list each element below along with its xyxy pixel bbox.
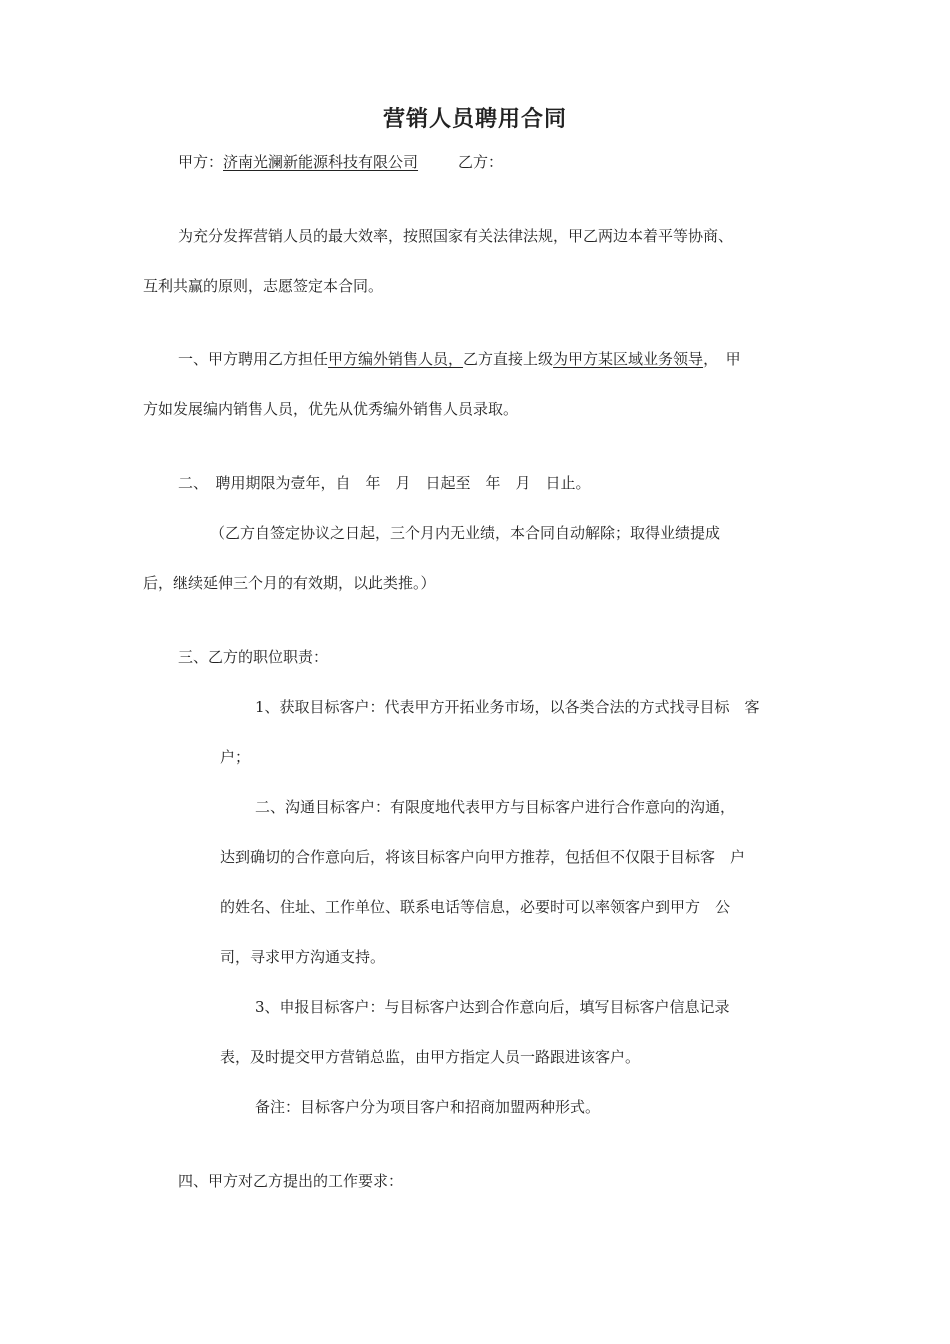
s1-middle: 乙方直接上级 <box>463 350 554 368</box>
s1-supervisor: 为甲方某区域业务领导 <box>553 350 704 368</box>
duty-3-line-1: 3、申报目标客户：与目标客户达到合作意向后，填写目标客户信息记录 <box>255 998 730 1016</box>
duty-2-line-3: 的姓名、住址、工作单位、联系电话等信息，必要时可以率领客户到甲方 公 <box>220 898 731 916</box>
section-2-note-line-1: （乙方自签定协议之日起，三个月内无业绩，本合同自动解除；取得业绩提成 <box>210 524 721 542</box>
document-title: 营销人员聘用合同 <box>382 106 567 132</box>
duty-3-line-2: 表，及时提交甲方营销总监，由甲方指定人员一路跟进该客户。 <box>220 1048 641 1066</box>
duty-1-line-1: 1、获取目标客户：代表甲方开拓业务市场，以各类合法的方式找寻目标 客 <box>255 698 760 716</box>
party-a-label: 甲方： <box>178 153 224 171</box>
section-3-heading: 三、乙方的职位职责： <box>178 648 329 666</box>
intro-line-1: 为充分发挥营销人员的最大效率，按照国家有关法律法规，甲乙两边本着平等协商、 <box>178 227 734 245</box>
section-1-line-1 <box>178 349 741 369</box>
duty-2-line-2: 达到确切的合作意向后，将该目标客户向甲方推荐，包括但不仅限于目标客 户 <box>220 848 746 866</box>
remark-line: 备注：目标客户分为项目客户和招商加盟两种形式。 <box>255 1098 601 1116</box>
s1-suffix: ， 甲 <box>703 350 741 368</box>
section-2-line: 二、 聘用期限为壹年，自 年 月 日起至 年 月 日止。 <box>178 474 591 492</box>
intro-line-2: 互利共赢的原则，志愿签定本合同。 <box>143 277 384 295</box>
duty-1-line-2: 户； <box>220 748 251 766</box>
s1-prefix: 一、甲方聘用乙方担任 <box>178 350 329 368</box>
parties-line <box>178 152 503 172</box>
duty-2-line-1: 二、沟通目标客户：有限度地代表甲方与目标客户进行合作意向的沟通， <box>255 798 736 816</box>
party-b-label: 乙方： <box>458 153 504 171</box>
s1-position: 甲方编外销售人员， <box>328 350 464 368</box>
section-2-note-line-2: 后，继续延伸三个月的有效期，以此类推。） <box>143 574 436 592</box>
duty-2-line-4: 司，寻求甲方沟通支持。 <box>220 948 386 966</box>
party-a-name: 济南光澜新能源科技有限公司 <box>223 153 419 171</box>
section-4-heading: 四、甲方对乙方提出的工作要求： <box>178 1172 404 1190</box>
section-1-line-2: 方如发展编内销售人员，优先从优秀编外销售人员录取。 <box>143 400 519 418</box>
